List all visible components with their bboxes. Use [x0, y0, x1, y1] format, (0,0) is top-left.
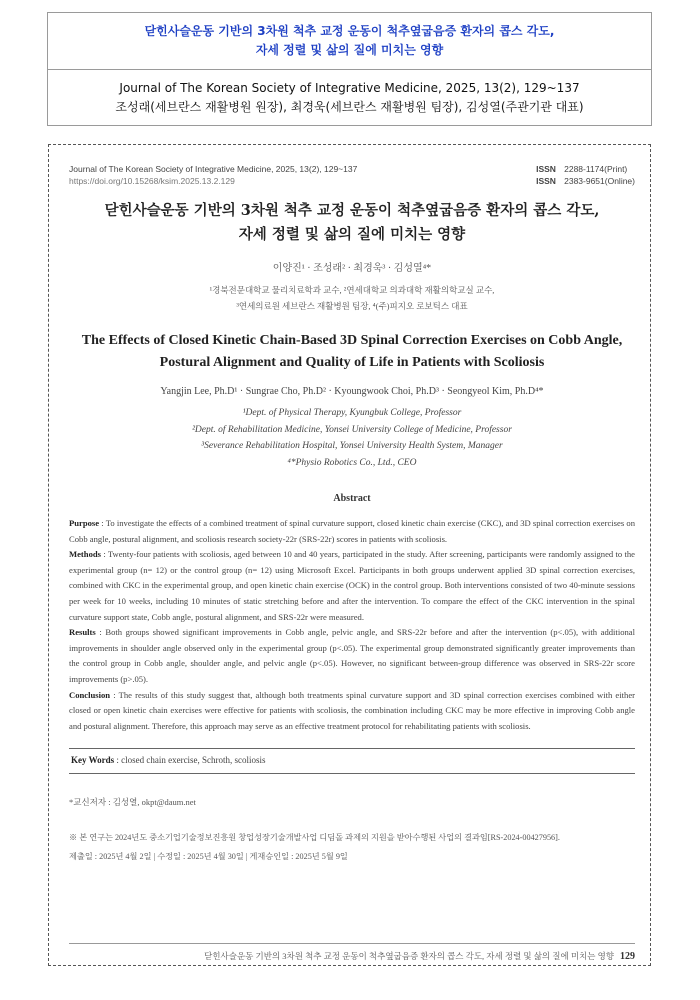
paper-page [69, 163, 635, 962]
journal-meta [69, 163, 635, 191]
journal-citation-block [69, 163, 357, 187]
footer-running-title: 닫힌사슬운동 기반의 3차원 척추 교정 운동이 척추옆굽음증 환자의 콥스 각도, 자세 정렬 및 삶의 질에 미치는 영향 [204, 951, 614, 961]
corresponding-author: *교신저자 : 김성열, okpt@daum.net [69, 797, 196, 808]
korean-title-line2: 자세 정렬 및 삶의 질에 미치는 영향 [238, 226, 466, 243]
english-affiliation: ¹Dept. of Physical Therapy, Kyungbuk College, Professor [242, 408, 462, 418]
english-affiliation: ²Dept. of Rehabilitation Medicine, Yonsei University College of Medicine, Professor [192, 424, 512, 435]
methods-text: : Twenty-four patients with scoliosis, aged between 10 and 40 years, participated in the study. After screening, participants were randomly assigned to the experimental group (n= 12) or the control group (n= 12) using Microsoft Excel. Participants in both groups underwent applied 3D spinal correction exercises, combined with CKC in the experimental group, and open kinetic chain exercise (OCK) in the control group. Both interventions consisted of two 40-minute sessions per week for 10 weeks, including 10 minutes of static stretching before and after the intervention. To compare the effect of the CKC intervention in the spinal curvature support state, Cobb angle, postural alignment, and SRS-22r were measured. [69, 549, 635, 622]
journal-citation: Journal of The Korean Society of Integrative Medicine, 2025, 13(2), 129~137 [69, 164, 358, 174]
summary-citation: Journal of The Korean Society of Integrative Medicine, 2025, 13(2), 129~137 [119, 81, 580, 95]
funding-and-dates [69, 828, 635, 866]
abstract-methods [69, 547, 635, 625]
english-title-line1: The Effects of Closed Kinetic Chain-Based 3D Spinal Correction Exercises on Cobb Angle, [81, 333, 623, 348]
issn-label: ISSN [536, 164, 556, 174]
english-affiliation: ³Severance Rehabilitation Hospital, Yonsei University Health System, Manager [201, 441, 503, 451]
korean-affiliations [69, 282, 635, 314]
abstract-heading: Abstract [333, 493, 371, 504]
english-affiliations [69, 405, 635, 471]
summary-title-line2: 자세 정렬 및 삶의 질에 미치는 영향 [255, 43, 444, 57]
korean-authors: 이양진¹ · 조성래² · 최경욱³ · 김성열⁴* [272, 263, 432, 274]
english-affiliation: ⁴*Physio Robotics Co., Ltd., CEO [287, 457, 417, 468]
methods-label: Methods [69, 549, 101, 560]
english-title-line2: Postural Alignment and Quality of Life in Patients with Scoliosis [159, 355, 545, 370]
english-title [69, 330, 635, 374]
summary-header-box [47, 12, 652, 126]
issn-print: 2288-1174(Print) [564, 164, 628, 174]
keywords-label: Key Words [71, 755, 115, 766]
keywords-text: : closed chain exercise, Schroth, scoliosis [114, 755, 266, 766]
purpose-label: Purpose [69, 518, 100, 528]
abstract-conclusion [69, 688, 635, 735]
page-number: 129 [620, 951, 635, 962]
results-label: Results [69, 627, 96, 638]
issn-label: ISSN [536, 176, 556, 186]
korean-affiliation-line2: ³연세의료원 세브란스 재활병원 팀장, ⁴(주)피지오 로보틱스 대표 [236, 301, 468, 311]
conclusion-text: : The results of this study suggest that, although both treatments spinal curvature support and 3D spinal correction exercises combined with either closed or open kinetic chain exercises were effective for patients with scoliosis, the combination including CKC may be more effective in improving Cobb angle and postural alignment. Therefore, this approach may serve as an effective treatment protocol for rehabilitating patients with scoliosis. [69, 689, 635, 731]
abstract-body [69, 516, 635, 734]
summary-title-line1: 닫힌사슬운동 기반의 3차원 척추 교정 운동이 척추옆굽음증 환자의 콥스 각도, [144, 24, 555, 38]
issn-block [536, 163, 635, 187]
doi-link[interactable]: https://doi.org/10.15268/ksim.2025.13.2.129 [69, 176, 235, 186]
results-text: : Both groups showed significant improvements in Cobb angle, pelvic angle, and SRS-22r before and after the intervention (p<.05), with additional improvements in shoulder angle observed only in the experimental group (p<.05). The experimental group demonstrated significantly greater improvements than the control group in Cobb angle, shoulder angle, and pelvic angle (p<.05). However, no significant between-group difference was observed in SRS-22r score improvements (p>.05). [69, 627, 635, 684]
keywords-row [69, 748, 635, 774]
korean-affiliation-line1: ¹경북전문대학교 물리치료학과 교수, ²연세대학교 의과대학 재활의학교실 교수, [209, 285, 495, 295]
purpose-text: : To investigate the effects of a combined treatment of spinal curvature support, closed kinetic chain exercise (CKC), and 3D spinal correction exercises on Cobb angle, postural alignment, and scoliosis research society-22r (SRS-22r) scores in patients with scoliosis. [69, 518, 635, 544]
korean-title-line1: 닫힌사슬운동 기반의 3차원 척추 교정 운동이 척추옆굽음증 환자의 콥스 각도, [104, 202, 600, 219]
summary-info [48, 70, 651, 126]
abstract-purpose [69, 516, 635, 547]
issn-online: 2383-9651(Online) [564, 176, 635, 186]
english-authors: Yangjin Lee, Ph.D¹ · Sungrae Cho, Ph.D² · Kyoungwook Choi, Ph.D³ · Seongyeol Kim, Ph.D⁴* [160, 386, 544, 397]
summary-authors: 조성래(세브란스 재활병원 원장), 최경욱(세브란스 재활병원 팀장), 김성열(주관기관 대표) [115, 100, 584, 114]
korean-title [69, 199, 635, 247]
submission-dates: 제출일 : 2025년 4월 2일 | 수정일 : 2025년 4월 30일 | 게재승인일 : 2025년 5월 9일 [69, 852, 348, 862]
funding-note: ※ 본 연구는 2024년도 중소기업기술정보진흥원 창업성장기술개발사업 디딤돌 과제의 지원을 받아수행된 사업의 결과임[RS-2024-00427956]. [69, 833, 560, 843]
paper-page-frame [48, 144, 651, 966]
summary-title [48, 13, 651, 70]
abstract-results [69, 625, 635, 687]
page-footer [69, 943, 635, 962]
conclusion-label: Conclusion [69, 689, 111, 700]
